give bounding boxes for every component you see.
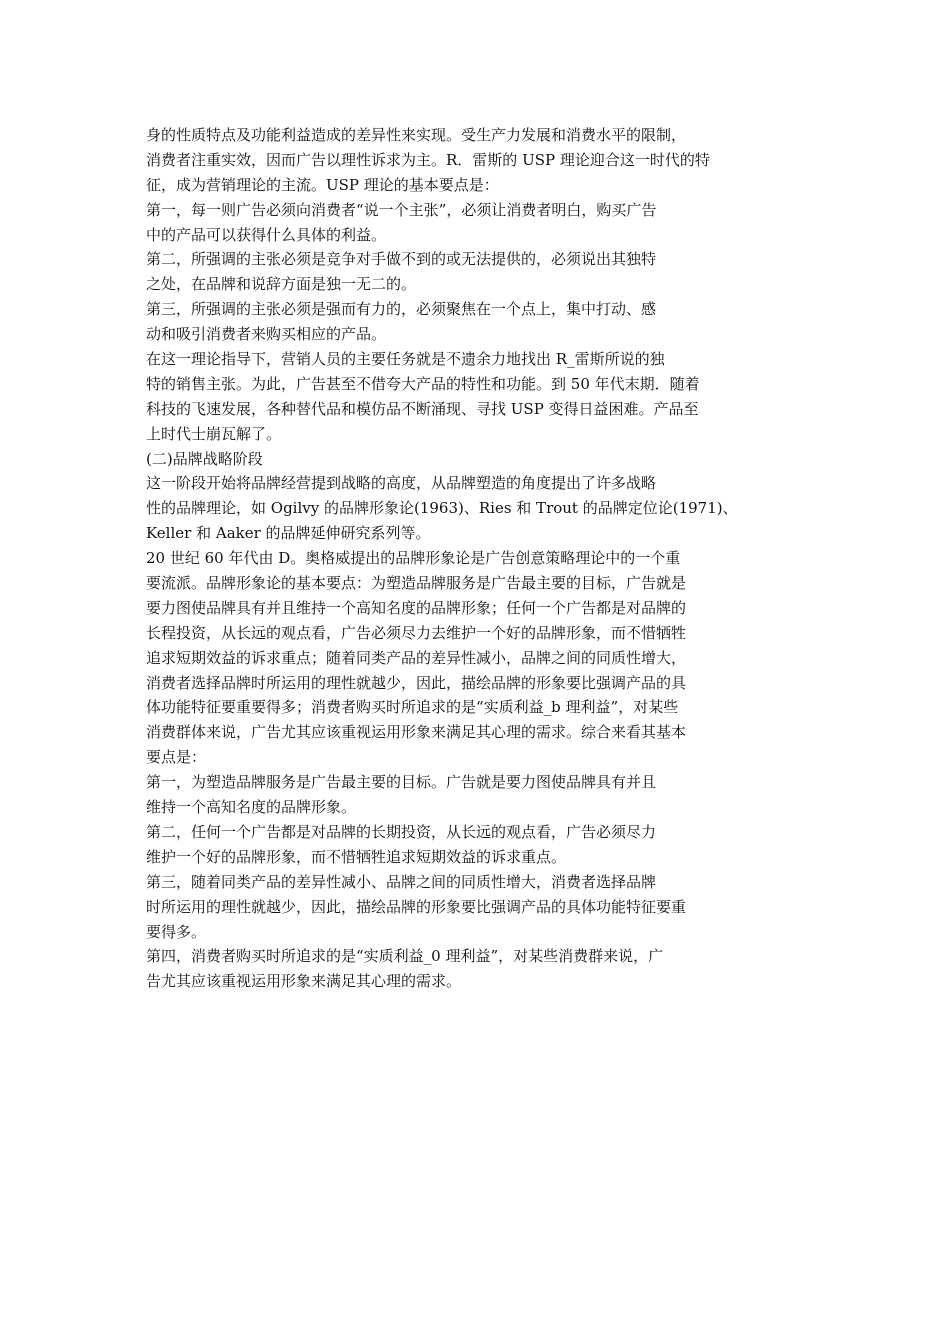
text-line: 时所运用的理性就越少，因此，描绘品牌的形象要比强调产品的具体功能特征要重 (146, 897, 687, 916)
text-line: 维持一个高知名度的品牌形象。 (146, 798, 357, 817)
text-line: 要得多。 (146, 922, 207, 941)
section-heading: (二)品牌战略阶段 (146, 449, 263, 468)
text-line: 第二，任何一个广告都是对品牌的长期投资，从长远的观点看，广告必须尽力 (146, 822, 657, 841)
text-line: 这一阶段开始将品牌经营提到战略的高度，从品牌塑造的角度提出了许多战略 (146, 474, 657, 493)
text-line: 中的产品可以获得什么具体的利益。 (146, 225, 387, 244)
text-line: 动和吸引消费者来购买相应的产品。 (146, 325, 387, 344)
text-line: 要流派。品牌形象论的基本要点：为塑造品牌服务是广告最主要的目标，广告就是 (146, 574, 687, 593)
text-line: 在这一理论指导下，营销人员的主要任务就是不遗余力地找出 R_雷斯所说的独 (146, 350, 665, 369)
text-line: 维护一个好的品牌形象，而不惜牺牲追求短期效益的诉求重点。 (146, 847, 567, 866)
text-line: 第二，所强调的主张必须是竞争对手做不到的或无法提供的，必须说出其独特 (146, 250, 657, 269)
text-line: 20 世纪 60 年代由 D。奥格威提出的品牌形象论是广告创意策略理论中的一个重 (146, 549, 681, 568)
text-line: Keller 和 Aaker 的品牌延伸研究系列等。 (146, 524, 431, 543)
text-line: 性的品牌理论，如 Ogilvy 的品牌形象论(1963)、Ries 和 Trout 的品牌定位论(1971)、 (146, 499, 738, 518)
text-line: 特的销售主张。为此，广告甚至不借夸大产品的特性和功能。到 50 年代末期．随着 (146, 374, 700, 393)
text-line: 消费者选择品牌时所运用的理性就越少，因此，描绘品牌的形象要比强调产品的具 (146, 673, 687, 692)
text-line: 身的性质特点及功能利益造成的差异性来实现。受生产力发展和消费水平的限制， (146, 126, 687, 144)
body-text (146, 123, 786, 994)
text-line: 消费者注重实效，因而广告以理性诉求为主。R．雷斯的 USP 理论迎合这一时代的特 (146, 150, 710, 169)
text-line: 要点是： (146, 748, 207, 767)
text-line: 追求短期效益的诉求重点；随着同类产品的差异性减小，品牌之间的同质性增大， (146, 648, 687, 667)
text-line: 第四，消费者购买时所追求的是“实质利益_0 理利益”，对某些消费群来说，广 (146, 947, 664, 966)
text-line: 第一，每一则广告必须向消费者“说一个主张”，必须让消费者明白，购买广告 (146, 200, 657, 219)
text-line: 告尤其应该重视运用形象来满足其心理的需求。 (146, 972, 462, 991)
text-line: 体功能特征要重要得多；消费者购买时所追求的是“实质利益_b 理利益”，对某些 (146, 698, 679, 717)
text-line: 征，成为营销理论的主流。USP 理论的基本要点是： (146, 175, 499, 194)
text-line: 第三，随着同类产品的差异性减小、品牌之间的同质性增大，消费者选择品牌 (146, 872, 657, 891)
text-line: 第三，所强调的主张必须是强而有力的，必须聚焦在一个点上，集中打动、感 (146, 300, 657, 319)
text-line: 上时代士崩瓦解了。 (146, 424, 282, 443)
text-line: 要力图使品牌具有并且维持一个高知名度的品牌形象；任何一个广告都是对品牌的 (146, 598, 687, 617)
text-line: 科技的飞速发展，各种替代品和模仿品不断涌现、寻找 USP 变得日益困难。产品至 (146, 399, 699, 418)
text-line: 第一，为塑造品牌服务是广告最主要的目标。广告就是要力图使品牌具有并且 (146, 773, 657, 792)
text-line: 之处，在品牌和说辞方面是独一无二的。 (146, 275, 417, 294)
text-line: 长程投资，从长远的观点看，广告必须尽力去维护一个好的品牌形象，而不惜牺牲 (146, 623, 687, 642)
text-line: 消费群体来说，广告尤其应该重视运用形象来满足其心理的需求。综合来看其基本 (146, 723, 687, 742)
